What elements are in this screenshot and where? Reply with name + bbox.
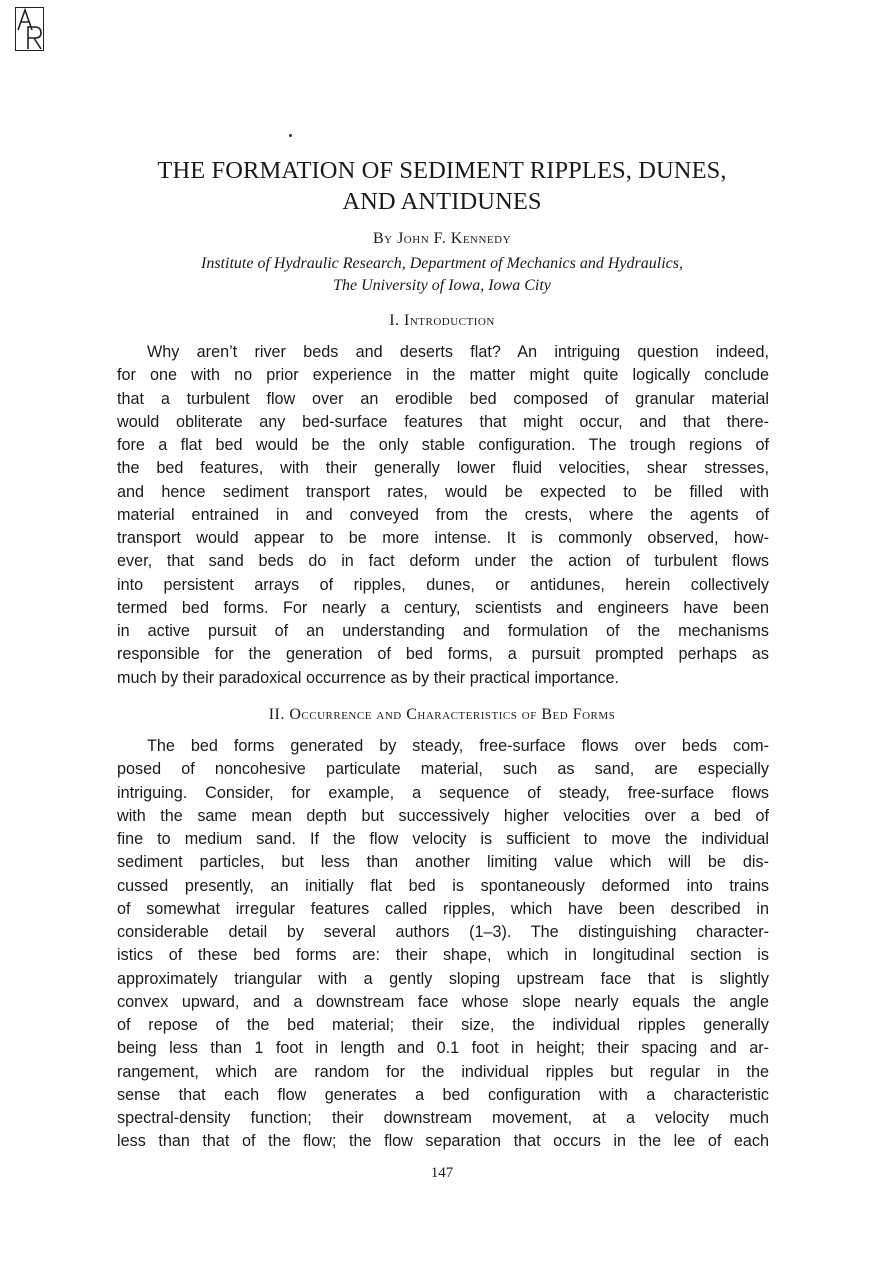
text-line: cussed presently, an initially flat bed is spontaneously deformed into trains: [117, 876, 769, 895]
section-heading-introduction: I. Introduction: [389, 312, 495, 329]
print-speck: [289, 134, 292, 137]
text-line: of repose of the bed material; their size, the individual ripples generally: [117, 1016, 769, 1034]
title-line-1: THE FORMATION OF SEDIMENT RIPPLES, DUNES,: [157, 157, 727, 184]
text-line: Why aren’t river beds and deserts flat? An intriguing question indeed,: [147, 343, 769, 361]
text-line: posed of noncohesive particulate material, such as sand, are especially: [117, 760, 769, 779]
affiliation-line-2: The University of Iowa, Iowa City: [333, 276, 551, 294]
text-line: into persistent arrays of ripples, dunes, or antidunes, herein collectively: [117, 575, 769, 594]
page-number: 147: [430, 1165, 454, 1181]
text-line: with the same mean depth but successively higher velocities over a bed of: [117, 806, 769, 825]
text-line: fore a flat bed would be the only stable configuration. The trough regions of: [117, 436, 769, 454]
affiliation-line-1: Institute of Hydraulic Research, Department of Mechanics and Hydraulics,: [201, 255, 683, 272]
text-line: would obliterate any bed-surface features that might occur, and that there-: [117, 412, 769, 431]
text-line: and hence sediment transport rates, would be expected to be filled with: [117, 482, 769, 501]
annual-reviews-logo: [15, 7, 44, 51]
text-line: rangement, which are random for the individual ripples but regular in the: [117, 1062, 769, 1081]
text-line: considerable detail by several authors (1–3). The distinguishing character-: [117, 923, 769, 941]
title-line-2: AND ANTIDUNES: [342, 188, 542, 215]
text-line: istics of these bed forms are: their shape, which in longitudinal section is: [117, 946, 769, 965]
text-line: The bed forms generated by steady, free-surface flows over beds com-: [147, 737, 769, 755]
paragraph-introduction: [117, 341, 769, 690]
text-line: material entrained in and conveyed from the crests, where the agents of: [117, 505, 769, 524]
article-title: [100, 155, 784, 217]
text-line: termed bed forms. For nearly a century, scientists and engineers have been: [117, 598, 769, 617]
section-heading-occurrence: II. Occurrence and Characteristics of Bed Forms: [268, 706, 616, 723]
text-line: approximately triangular with a gently sloping upstream face that is slightly: [117, 969, 769, 988]
text-line: ever, that sand beds do in fact deform under the action of turbulent flows: [117, 552, 769, 571]
text-line: less than that of the flow; the flow separation that occurs in the lee of each: [117, 1132, 769, 1151]
text-line: much by their paradoxical occurrence as by their practical importance.: [117, 668, 620, 687]
author-byline: By John F. Kennedy: [372, 230, 512, 247]
ar-monogram-icon: [15, 7, 44, 51]
text-line: fine to medium sand. If the flow velocity is sufficient to move the individual: [117, 830, 769, 848]
text-line: transport would appear to be more intense. It is commonly observed, how-: [117, 529, 769, 547]
text-line: responsible for the generation of bed forms, a pursuit prompted perhaps as: [117, 645, 769, 664]
text-line: intriguing. Consider, for example, a sequence of steady, free-surface flows: [117, 783, 769, 802]
text-line: sense that each flow generates a bed configuration with a characteristic: [117, 1085, 769, 1104]
text-line: being less than 1 foot in length and 0.1 foot in height; their spacing and ar-: [117, 1039, 769, 1058]
text-line: the bed features, with their generally lower fluid velocities, shear stresses,: [117, 459, 769, 478]
text-line: spectral-density function; their downstream movement, at a velocity much: [117, 1109, 769, 1127]
text-line: in active pursuit of an understanding and formulation of the mechanisms: [117, 622, 769, 640]
paragraph-occurrence: [117, 735, 769, 1154]
text-line: that a turbulent flow over an erodible bed composed of granular material: [117, 389, 769, 408]
text-line: convex upward, and a downstream face whose slope nearly equals the angle: [117, 992, 769, 1011]
text-line: sediment particles, but less than another limiting value which will be dis-: [117, 853, 769, 872]
text-line: of somewhat irregular features called ripples, which have been described in: [117, 899, 769, 918]
text-line: for one with no prior experience in the matter might quite logically conclude: [117, 366, 769, 385]
author-affiliation: [100, 253, 784, 296]
